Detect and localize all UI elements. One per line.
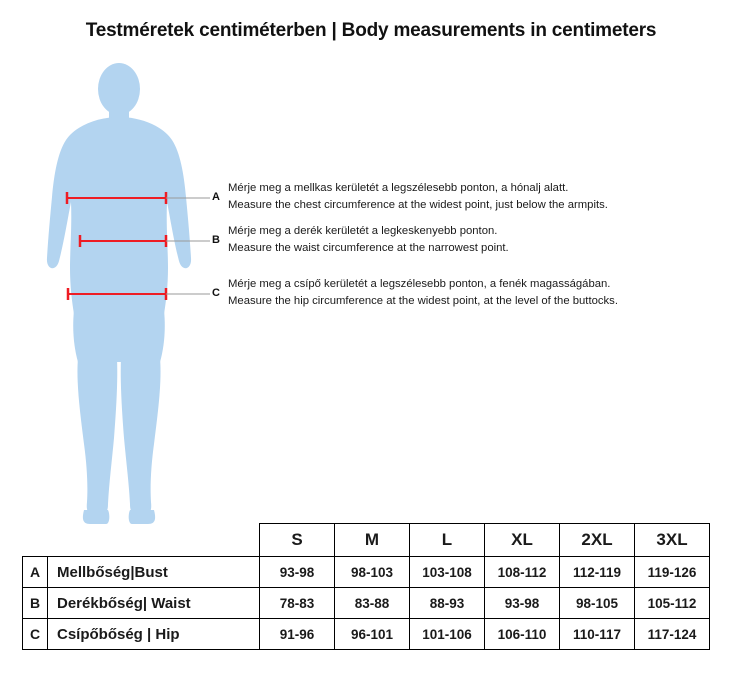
size-table-wrap <box>22 523 722 650</box>
cell-waist-s: 78-83 <box>260 588 335 619</box>
table-row <box>23 557 710 588</box>
header-size-xl: XL <box>485 524 560 557</box>
annotation-text-b-en: Measure the waist circumference at the narrowest point. <box>228 242 509 254</box>
table-row <box>23 588 710 619</box>
annotation-letter-a: A <box>212 191 220 203</box>
cell-bust-3xl: 119-126 <box>635 557 710 588</box>
cell-bust-xl: 108-112 <box>485 557 560 588</box>
annotation-text-c-en: Measure the hip circumference at the widest point, at the level of the buttocks. <box>228 295 618 307</box>
row-letter-b: B <box>23 588 48 619</box>
row-letter-c: C <box>23 619 48 650</box>
cell-waist-2xl: 98-105 <box>560 588 635 619</box>
annotation-text-a-en: Measure the chest circumference at the widest point, just below the armpits. <box>228 199 608 211</box>
annotation-letter-b: B <box>212 234 220 246</box>
table-header-row <box>23 524 710 557</box>
row-label-waist: Derékbőség| Waist <box>48 588 260 619</box>
table-row <box>23 619 710 650</box>
cell-hip-3xl: 117-124 <box>635 619 710 650</box>
cell-waist-l: 88-93 <box>410 588 485 619</box>
header-size-m: M <box>335 524 410 557</box>
cell-waist-3xl: 105-112 <box>635 588 710 619</box>
header-size-s: S <box>260 524 335 557</box>
row-label-hip: Csípőbőség | Hip <box>48 619 260 650</box>
cell-hip-l: 101-106 <box>410 619 485 650</box>
row-label-bust: Mellbőség|Bust <box>48 557 260 588</box>
row-letter-a: A <box>23 557 48 588</box>
cell-bust-l: 103-108 <box>410 557 485 588</box>
annotation-text-b-hu: Mérje meg a derék kerületét a legkeskenyebb ponton. <box>228 225 498 237</box>
page-title: Testméretek centiméterben | Body measurements in centimeters <box>85 20 657 41</box>
cell-bust-s: 93-98 <box>260 557 335 588</box>
cell-waist-xl: 93-98 <box>485 588 560 619</box>
cell-bust-m: 98-103 <box>335 557 410 588</box>
size-table <box>22 523 710 650</box>
annotation-text-a-hu: Mérje meg a mellkas kerületét a legszélesebb ponton, a hónalj alatt. <box>228 182 569 194</box>
cell-hip-m: 96-101 <box>335 619 410 650</box>
cell-hip-s: 91-96 <box>260 619 335 650</box>
header-size-2xl: 2XL <box>560 524 635 557</box>
cell-bust-2xl: 112-119 <box>560 557 635 588</box>
header-size-l: L <box>410 524 485 557</box>
annotation-letter-c: C <box>212 287 220 299</box>
header-empty-letter <box>23 524 48 557</box>
header-empty-label <box>48 524 260 557</box>
cell-hip-2xl: 110-117 <box>560 619 635 650</box>
cell-hip-xl: 106-110 <box>485 619 560 650</box>
cell-waist-m: 83-88 <box>335 588 410 619</box>
annotation-text-c-hu: Mérje meg a csípő kerületét a legszélesebb ponton, a fenék magasságában. <box>228 278 611 290</box>
header-size-3xl: 3XL <box>635 524 710 557</box>
